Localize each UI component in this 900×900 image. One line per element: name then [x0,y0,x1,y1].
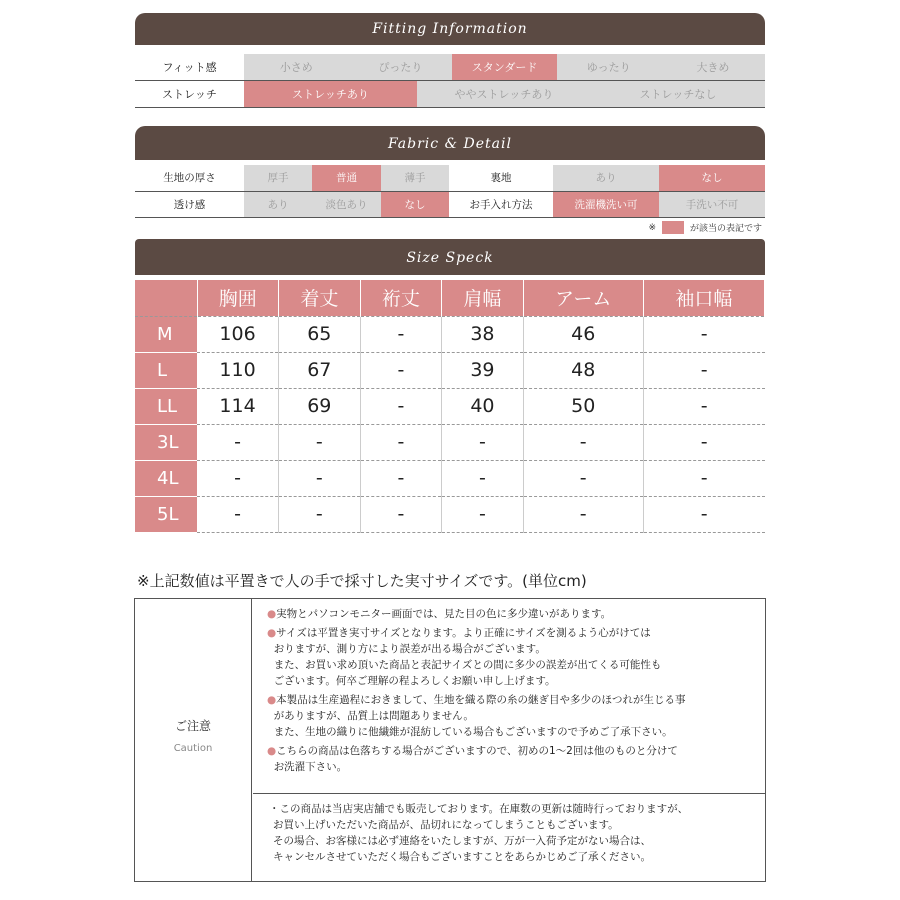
size-value: - [643,352,764,388]
measurement-note: ※上記数値は平置きで人の手で採寸した実寸サイズです。(単位cm) [137,572,587,590]
sheer-option: あり [244,191,312,217]
size-value: - [643,388,764,424]
fabric-header: Fabric & Detail [135,126,765,160]
size-value: - [360,460,442,496]
size-value: - [360,496,442,532]
fit-option: ゆったり [557,54,661,80]
size-value: - [279,460,361,496]
size-label: L [135,352,197,388]
size-value: 48 [523,352,643,388]
caution-item: ●サイズは平置き実寸サイズとなります。より正確にサイズを測るよう心がけては おりますが、測り方により誤差が出る場合がございます。 また、お買い求め頂いた商品と表記サイズとの間に多少の誤差が出てくる可能性も ございます。何卒ご理解の程よろしくお願い申し上げます。 [267,627,662,687]
stretch-option: ややストレッチあり [417,81,591,107]
fit-option: 大きめ [661,54,765,80]
size-value: 106 [197,316,279,352]
size-value: - [643,424,764,460]
legend-swatch [662,221,684,234]
care-option-selected: 洗濯機洗い可 [553,191,659,217]
sheer-option-selected: なし [381,191,449,217]
care-label: お手入れ方法 [449,191,553,217]
col-header: 裄丈 [360,280,442,316]
col-header: 胸囲 [197,280,279,316]
size-value: - [197,496,279,532]
size-header: Size Speck [135,239,765,275]
caution-label [135,599,252,881]
stretch-table [135,81,765,108]
fit-option: 小さめ [244,54,348,80]
col-header: 袖口幅 [643,280,764,316]
lining-option: あり [553,165,659,191]
size-value: - [523,424,643,460]
size-table [135,280,765,533]
size-value: 39 [442,352,524,388]
size-value: 38 [442,316,524,352]
size-value: - [197,424,279,460]
lining-option-selected: なし [659,165,765,191]
fabric-row [135,191,765,217]
size-value: - [360,352,442,388]
col-header: アーム [523,280,643,316]
corner-cell [135,280,197,316]
size-row [135,496,765,532]
legend-text: が該当の表記です [689,224,762,234]
size-value: - [643,496,764,532]
thickness-option-selected: 普通 [312,165,381,191]
fitting-header: Fitting Information [135,13,765,45]
caution-item: ●こちらの商品は色落ちする場合がございますので、初めの1〜2回は他のものと分けて お洗濯下さい。 [267,745,678,773]
size-label: 5L [135,496,197,532]
caution-box [134,598,766,882]
caution-label-en: Caution [173,743,213,754]
fit-row [135,54,765,80]
size-value: - [442,460,524,496]
thickness-label: 生地の厚さ [135,165,244,191]
stretch-row [135,81,765,107]
size-value: 46 [523,316,643,352]
fabric-table [135,165,765,218]
size-value: 114 [197,388,279,424]
size-value: - [442,424,524,460]
size-value: - [360,316,442,352]
lining-label: 裏地 [449,165,553,191]
fabric-row [135,165,765,191]
size-row [135,388,765,424]
size-value: - [360,424,442,460]
size-row [135,316,765,352]
size-row [135,352,765,388]
size-value: - [197,460,279,496]
shop-line: キャンセルさせていただく場合もございますことをあらかじめご了承ください。 [273,851,651,863]
size-row [135,460,765,496]
shop-line: ・この商品は当店実店舗でも販売しております。在庫数の更新は随時行っておりますが、 [269,803,689,815]
col-header: 着丈 [279,280,361,316]
caution-notes [253,599,765,794]
care-option: 手洗い不可 [659,191,765,217]
legend-mark: ※ [648,222,656,233]
size-label: M [135,316,197,352]
sheer-option: 淡色あり [312,191,381,217]
size-value: - [523,496,643,532]
shop-line: お買い上げいただいた商品が、品切れになってしまうこともございます。 [273,819,619,831]
fit-option: ぴったり [348,54,452,80]
legend [648,221,762,234]
sheer-label: 透け感 [135,191,244,217]
shop-notes [253,795,765,865]
size-value: 65 [279,316,361,352]
shop-line: その場合、お客様には必ず連絡をいたしますが、万が一入荷予定がない場合は、 [273,835,651,847]
size-label: 3L [135,424,197,460]
fit-option-selected: スタンダード [452,54,556,80]
size-value: - [360,388,442,424]
caution-label-jp: ご注意 [174,719,211,733]
size-value: - [442,496,524,532]
thickness-option: 厚手 [244,165,312,191]
caution-item: ●実物とパソコンモニター画面では、見た目の色に多少違いがあります。 [267,608,612,620]
fitting-table [135,54,765,81]
size-value: 40 [442,388,524,424]
size-value: - [279,424,361,460]
size-value: - [279,496,361,532]
size-value: - [643,460,764,496]
size-value: 69 [279,388,361,424]
size-label: LL [135,388,197,424]
stretch-option-selected: ストレッチあり [244,81,417,107]
size-value: - [643,316,764,352]
stretch-label: ストレッチ [135,81,244,107]
size-value: 67 [279,352,361,388]
fit-label: フィット感 [135,54,244,80]
size-value: - [523,460,643,496]
size-label: 4L [135,460,197,496]
size-row [135,424,765,460]
size-value: 110 [197,352,279,388]
size-value: 50 [523,388,643,424]
stretch-option: ストレッチなし [591,81,765,107]
caution-item: ●本製品は生産過程におきまして、生地を織る際の糸の継ぎ目や多少のほつれが生じる事 がありますが、品質上は問題ありません。 また、生地の織りに他繊維が混紡している場合もございますので予めご了承下さい。 [267,694,686,738]
col-header: 肩幅 [442,280,524,316]
thickness-option: 薄手 [381,165,449,191]
size-header-row [135,280,765,316]
